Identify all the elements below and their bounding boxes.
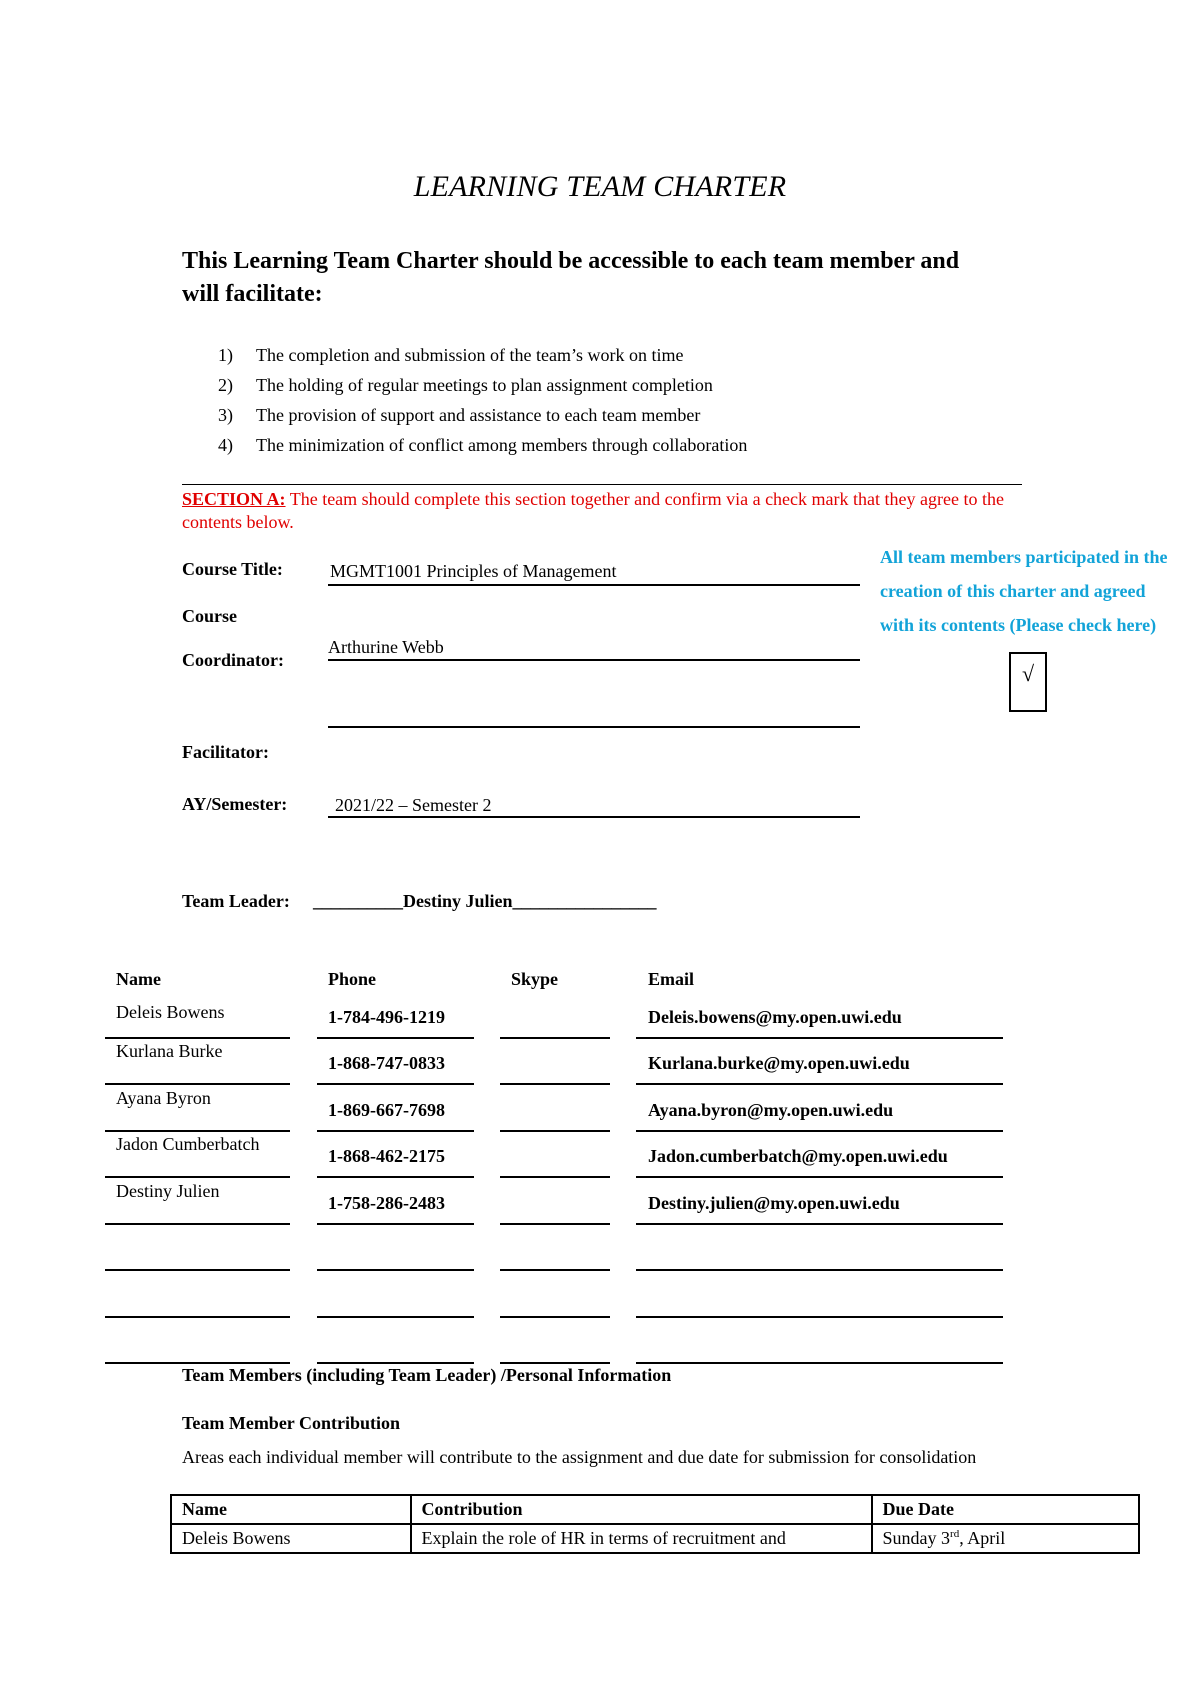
contribution-description: Areas each individual member will contribute to the assignment and due date for submission for consolidation [182, 1447, 977, 1467]
row-rule [636, 1223, 1003, 1225]
row-rule [317, 1037, 474, 1039]
row-rule [500, 1316, 610, 1318]
member-email: Kurlana.burke@my.open.uwi.edu [648, 1053, 910, 1073]
list-text: The provision of support and assistance to each team member [256, 405, 701, 425]
coordinator-value: Arthurine Webb [328, 637, 444, 657]
row-rule [636, 1176, 1003, 1178]
course-title-value: MGMT1001 Principles of Management [330, 561, 617, 581]
section-a-label: SECTION A: [182, 489, 286, 509]
column-header-contribution: Contribution [411, 1495, 872, 1524]
row-rule [636, 1130, 1003, 1132]
row-rule [105, 1176, 290, 1178]
member-phone: 1-868-462-2175 [328, 1146, 445, 1166]
semester-label: AY/Semester: [182, 794, 288, 814]
row-rule [636, 1083, 1003, 1085]
row-rule [105, 1316, 290, 1318]
member-name: Deleis Bowens [116, 1002, 225, 1022]
table-row [171, 1524, 1139, 1553]
due-date-suffix: rd [950, 1528, 960, 1540]
coordinator-line [328, 659, 860, 661]
list-number: 3) [218, 405, 233, 425]
section-divider [182, 484, 1022, 485]
semester-line [328, 816, 860, 818]
confirmation-note: All team members participated in the creation of this charter and agreed with its contents (Please check here) [880, 547, 1168, 635]
row-rule [105, 1362, 290, 1364]
row-rule [500, 1130, 610, 1132]
list-number: 1) [218, 345, 233, 365]
contribution-table [170, 1494, 1140, 1554]
section-a-instructions [182, 488, 1022, 534]
list-item [218, 430, 747, 460]
row-rule [500, 1362, 610, 1364]
member-email: Ayana.byron@my.open.uwi.edu [648, 1100, 894, 1120]
page-title: LEARNING TEAM CHARTER [413, 170, 787, 203]
due-date [872, 1524, 1139, 1553]
contribution-heading: Team Member Contribution [182, 1413, 400, 1433]
facilitator-label: Facilitator: [182, 742, 269, 762]
row-rule [636, 1037, 1003, 1039]
row-rule [500, 1176, 610, 1178]
contribution-text: Explain the role of HR in terms of recruitment and [411, 1524, 872, 1553]
column-header-skype: Skype [511, 969, 559, 989]
purpose-list [218, 340, 747, 460]
row-rule [500, 1223, 610, 1225]
list-text: The holding of regular meetings to plan assignment completion [256, 375, 713, 395]
section-a-text: The team should complete this section together and confirm via a check mark that they agree to the contents below. [182, 489, 1004, 532]
team-leader-value: __________Destiny Julien________________ [313, 891, 657, 911]
member-phone: 1-758-286-2483 [328, 1193, 445, 1213]
row-rule [317, 1176, 474, 1178]
row-rule [317, 1362, 474, 1364]
confirmation-checkbox[interactable]: √ [1009, 652, 1047, 712]
row-rule [105, 1223, 290, 1225]
row-rule [105, 1130, 290, 1132]
list-number: 4) [218, 435, 233, 455]
row-rule [636, 1316, 1003, 1318]
column-header-phone: Phone [328, 969, 377, 989]
member-phone: 1-784-496-1219 [328, 1007, 445, 1027]
row-rule [105, 1269, 290, 1271]
member-email: Deleis.bowens@my.open.uwi.edu [648, 1007, 902, 1027]
row-rule [105, 1083, 290, 1085]
member-phone: 1-868-747-0833 [328, 1053, 445, 1073]
member-phone: 1-869-667-7698 [328, 1100, 445, 1120]
row-rule [636, 1269, 1003, 1271]
blank-field-line [328, 726, 860, 728]
row-rule [500, 1269, 610, 1271]
member-name: Ayana Byron [116, 1088, 211, 1108]
column-header-name: Name [171, 1495, 411, 1524]
member-email: Destiny.julien@my.open.uwi.edu [648, 1193, 900, 1213]
column-header-name: Name [116, 969, 161, 989]
row-rule [636, 1362, 1003, 1364]
coordinator-label: Coordinator: [182, 650, 284, 670]
course-title-label: Course Title: [182, 559, 283, 579]
list-text: The minimization of conflict among members through collaboration [256, 435, 748, 455]
row-rule [317, 1269, 474, 1271]
table-header-row [171, 1495, 1139, 1524]
semester-value: 2021/22 – Semester 2 [335, 795, 492, 815]
member-name: Destiny Julien [116, 1181, 220, 1201]
member-name: Kurlana Burke [116, 1041, 223, 1061]
members-caption: Team Members (including Team Leader) /Personal Information [182, 1365, 672, 1385]
row-rule [317, 1083, 474, 1085]
row-rule [105, 1037, 290, 1039]
column-header-due-date: Due Date [872, 1495, 1139, 1524]
row-rule [317, 1316, 474, 1318]
member-name: Jadon Cumberbatch [116, 1134, 260, 1154]
row-rule [500, 1083, 610, 1085]
intro-text: This Learning Team Charter should be accessible to each team member and will facilitate: [182, 248, 960, 307]
row-rule [317, 1223, 474, 1225]
team-leader-label: Team Leader: [182, 891, 290, 911]
course-title-line [328, 584, 860, 586]
contribution-name: Deleis Bowens [171, 1524, 411, 1553]
row-rule [317, 1130, 474, 1132]
course-label: Course [182, 606, 237, 626]
list-number: 2) [218, 375, 233, 395]
due-date-rest: , April [959, 1528, 1006, 1548]
list-item [218, 370, 747, 400]
due-date-day: Sunday 3 [882, 1528, 951, 1548]
list-item [218, 400, 747, 430]
list-text: The completion and submission of the team’s work on time [256, 345, 684, 365]
row-rule [500, 1037, 610, 1039]
member-email: Jadon.cumberbatch@my.open.uwi.edu [648, 1146, 948, 1166]
column-header-email: Email [648, 969, 695, 989]
list-item [218, 340, 747, 370]
